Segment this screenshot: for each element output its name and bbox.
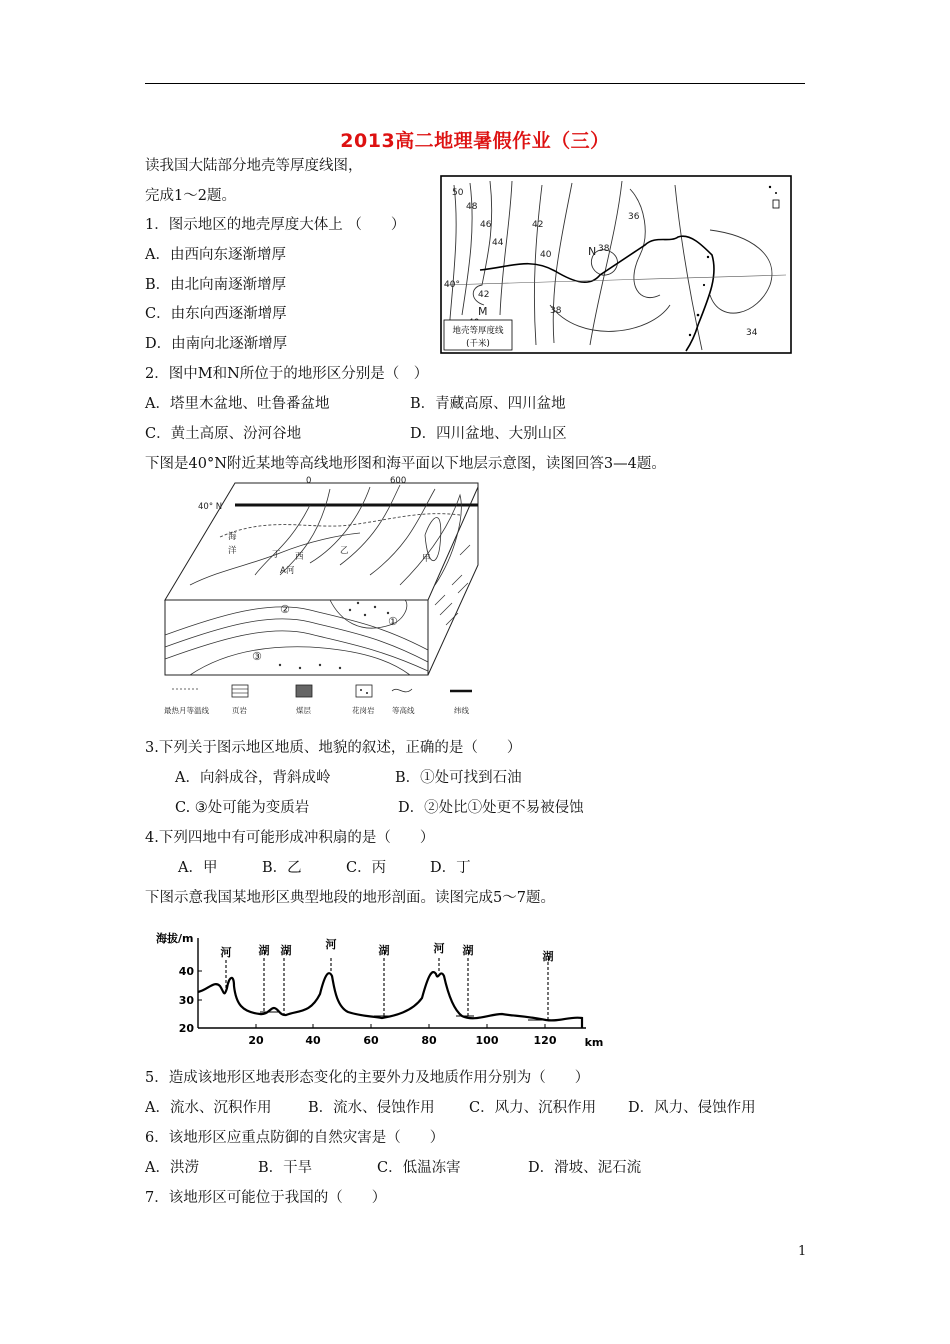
q1-stem: 1．图示地区的地壳厚度大体上 （ ） — [145, 217, 406, 233]
q5-option-c: C．风力、沉积作用 — [469, 1100, 597, 1116]
profile-y-label: 海拔/m — [156, 932, 194, 945]
y-tick-20: 20 — [178, 1022, 194, 1035]
legend-shale: 页岩 — [232, 706, 247, 715]
map-legend-title: 地壳等厚度线 — [452, 326, 504, 336]
q3-option-b: B．①处可找到石油 — [395, 770, 522, 786]
y-tick-40: 40 — [178, 965, 194, 978]
contour-label-48: 48 — [466, 202, 478, 212]
intro-text-2: 完成1～2题。 — [145, 188, 236, 204]
legend-latitude: 纬线 — [454, 706, 469, 715]
x-tick-120: 120 — [533, 1034, 557, 1047]
crust-thickness-map — [440, 175, 792, 355]
profile-label-lake-5: 湖 — [542, 950, 554, 963]
q6-stem: 6．该地形区应重点防御的自然灾害是（ ） — [145, 1130, 445, 1146]
geology-block-diagram — [160, 475, 490, 720]
legend-contour: 等高线 — [392, 706, 415, 715]
profile-label-lake-2: 湖 — [280, 944, 292, 957]
point-n-value: 38 — [598, 244, 610, 254]
q3-option-a: A．向斜成谷，背斜成岭 — [175, 770, 331, 786]
point-m: M — [478, 305, 488, 318]
q5-option-b: B．流水、侵蚀作用 — [308, 1100, 435, 1116]
profile-label-river-1: 河 — [220, 946, 232, 959]
block-sea-1: 海 — [228, 532, 237, 542]
legend-granite: 花岗岩 — [352, 706, 375, 715]
q1-option-a: A．由西向东逐渐增厚 — [145, 247, 286, 263]
lat-label: 40° — [444, 280, 460, 290]
contour-label-42: 42 — [532, 220, 544, 230]
q2-option-c: C．黄土高原、汾河谷地 — [145, 426, 302, 442]
block-lat-label: 40° N — [198, 502, 223, 512]
q1-option-d: D．由南向北逐渐增厚 — [145, 336, 288, 352]
q5-stem: 5．造成该地形区地表形态变化的主要外力及地质作用分别为（ ） — [145, 1070, 590, 1086]
q4-option-b: B．乙 — [262, 860, 302, 876]
block-circle-3: ③ — [252, 650, 262, 663]
q1-option-c: C．由东向西逐渐增厚 — [145, 306, 287, 322]
x-tick-80: 80 — [421, 1034, 437, 1047]
q2-option-d: D．四川盆地、大别山区 — [410, 426, 567, 442]
intro-text-4: 下图示意我国某地形区典型地段的地形剖面。读图完成5～7题。 — [145, 890, 555, 906]
map-legend-unit: (千米) — [466, 339, 490, 349]
page-number: 1 — [798, 1244, 807, 1259]
point-n: N — [588, 245, 597, 258]
profile-label-river-3: 河 — [433, 942, 445, 955]
q3-option-d: D．②处比①处更不易被侵蚀 — [398, 800, 584, 816]
q6-option-a: A．洪涝 — [145, 1160, 199, 1176]
contour-label-34: 34 — [746, 328, 758, 338]
q4-option-a: A．甲 — [178, 860, 218, 876]
page-title: 2013高二地理暑假作业（三） — [340, 130, 610, 152]
q6-option-c: C．低温冻害 — [377, 1160, 461, 1176]
terrain-profile-chart — [150, 928, 610, 1056]
q6-option-d: D．滑坡、泥石流 — [528, 1160, 642, 1176]
contour-label-50: 50 — [452, 188, 464, 198]
contour-label-46: 46 — [480, 220, 492, 230]
profile-label-river-2: 河 — [325, 938, 337, 951]
legend-isotherm: 最热月等温线 — [164, 706, 209, 715]
block-label-a-river: A河 — [280, 566, 295, 576]
q1-option-b: B．由北向南逐渐增厚 — [145, 277, 287, 293]
contour-label-42b: 42 — [478, 290, 490, 300]
x-tick-100: 100 — [475, 1034, 499, 1047]
q2-option-a: A．塔里木盆地、吐鲁番盆地 — [145, 396, 330, 412]
q6-option-b: B．干旱 — [258, 1160, 313, 1176]
q2-option-b: B．青藏高原、四川盆地 — [410, 396, 566, 412]
x-tick-40: 40 — [305, 1034, 321, 1047]
contour-label-40: 40 — [540, 250, 552, 260]
contour-label-36: 36 — [628, 212, 640, 222]
q4-stem: 4.下列四地中有可能形成冲积扇的是（ ） — [145, 830, 435, 846]
q2-stem: 2．图中M和N所位于的地形区分别是（ ） — [145, 366, 429, 382]
contour-label-44: 44 — [492, 238, 504, 248]
profile-label-lake-4: 湖 — [462, 944, 474, 957]
x-tick-20: 20 — [248, 1034, 264, 1047]
x-unit: km — [584, 1036, 604, 1049]
intro-text-3: 下图是40°N附近某地等高线地形图和海平面以下地层示意图，读图回答3—4题。 — [145, 456, 666, 472]
block-circle-1: ① — [388, 615, 398, 628]
header-rule — [145, 83, 805, 84]
block-label-xi: 西 — [295, 552, 304, 562]
q3-option-c: C. ③处可能为变质岩 — [175, 800, 310, 816]
contour-label-38: 38 — [550, 306, 562, 316]
block-label-jia: 甲 — [422, 554, 431, 564]
block-label-ding: 丁 — [272, 550, 281, 560]
profile-label-lake-3: 湖 — [378, 944, 390, 957]
profile-terrain-line — [198, 972, 582, 1028]
intro-text-1: 读我国大陆部分地壳等厚度线图， — [145, 158, 363, 174]
profile-label-lake-1: 湖 — [258, 944, 270, 957]
block-top-label-600: 600 — [390, 476, 407, 486]
q4-option-d: D．丁 — [430, 860, 471, 876]
y-tick-30: 30 — [178, 994, 194, 1007]
block-top-label-0: 0 — [306, 476, 312, 486]
x-tick-60: 60 — [363, 1034, 379, 1047]
block-label-yi: 乙 — [340, 546, 349, 556]
legend-coal: 煤层 — [296, 706, 311, 715]
q3-stem: 3.下列关于图示地区地质、地貌的叙述，正确的是（ ） — [145, 740, 522, 756]
q5-option-d: D．风力、侵蚀作用 — [628, 1100, 756, 1116]
q4-option-c: C．丙 — [346, 860, 387, 876]
q5-option-a: A．流水、沉积作用 — [145, 1100, 272, 1116]
q7-stem: 7．该地形区可能位于我国的（ ） — [145, 1190, 387, 1206]
block-circle-2: ② — [280, 603, 290, 616]
block-sea-2: 洋 — [228, 546, 237, 556]
